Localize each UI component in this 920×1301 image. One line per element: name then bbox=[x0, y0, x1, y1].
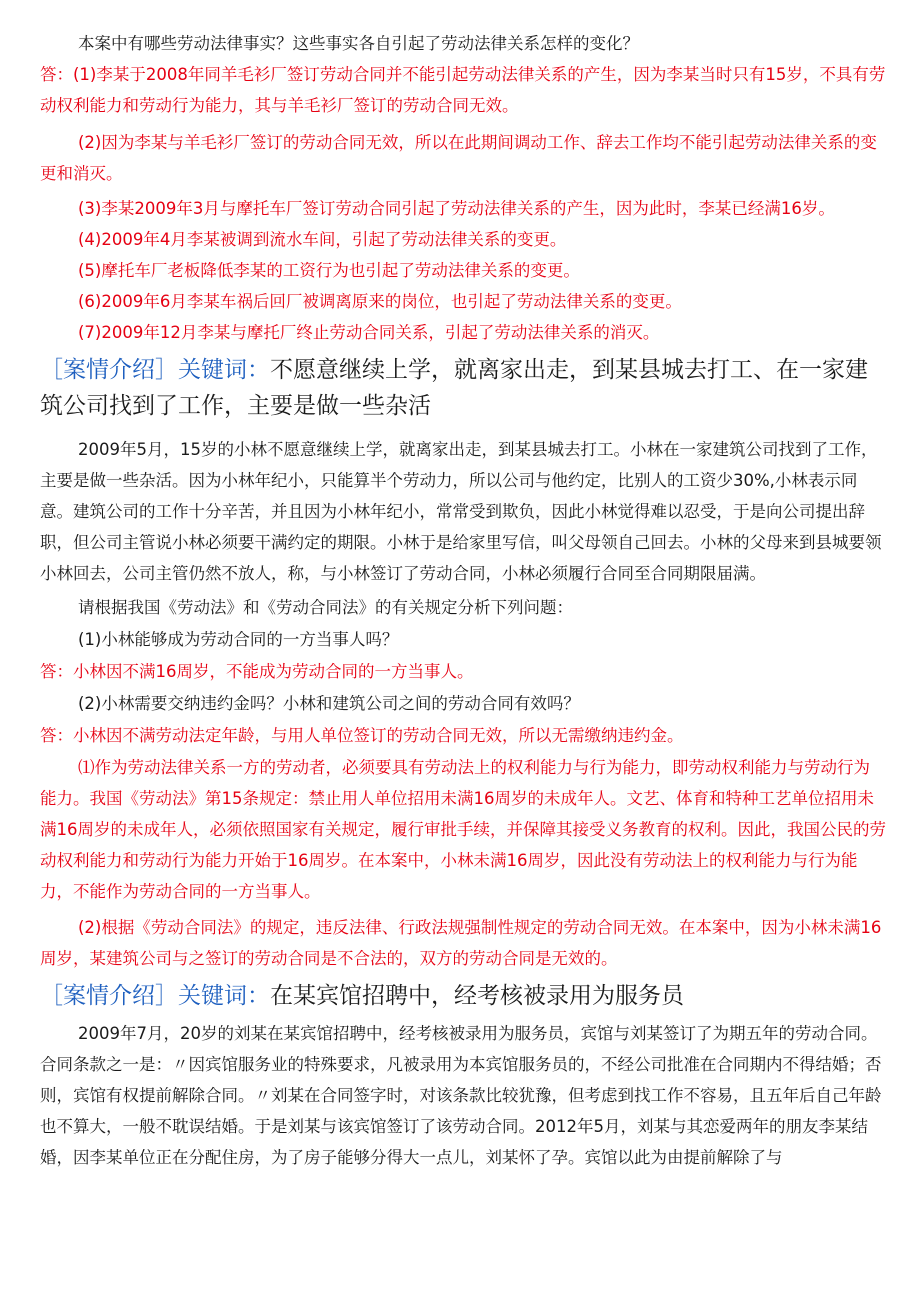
keyword-text: 在某宾馆招聘中，经考核被录用为服务员 bbox=[270, 983, 684, 1009]
case2-question-2: (2)小林需要交纳违约金吗？小林和建筑公司之间的劳动合同有效吗？ bbox=[78, 694, 580, 713]
answer-item-2: (2)因为李某与羊毛衫厂签订的劳动合同无效，所以在此期间调动工作、辞去工作均不能引起劳动法律关系的变更和消灭。 bbox=[40, 133, 877, 183]
case2-prompt: 请根据我国《劳动法》和《劳动合同法》的有关规定分析下列问题： bbox=[78, 598, 573, 617]
keyword-text: 不愿意继续上学，就离家出走，到某县城去打工、在一家建筑公司找到了工作，主要是做一些杂活 bbox=[40, 357, 868, 419]
case2-analysis-2: (2)根据《劳动合同法》的规定，违反法律、行政法规强制性规定的劳动合同无效。在本案中，因为小林未满16周岁，某建筑公司与之签订的劳动合同是不合法的，双方的劳动合同是无效的。 bbox=[40, 918, 882, 968]
case-tag: ［案情介绍］ bbox=[40, 357, 178, 383]
case2-answer-2: 答：小林因不满劳动法定年龄，与用人单位签订的劳动合同无效，所以无需缴纳违约金。 bbox=[40, 726, 684, 745]
case2-question-1: (1)小林能够成为劳动合同的一方当事人吗？ bbox=[78, 630, 399, 649]
case2-analysis-1: ⑴作为劳动法律关系一方的劳动者，必须要具有劳动法上的权利能力与行为能力，即劳动权利能力与劳动行为能力。我国《劳动法》第15条规定：禁止用人单位招用未满16周岁的未成年人。文艺、体育和特种工艺单位招用未满16周岁的未成年人，必须依照国家有关规定，履行审批手续，并保障其接受义务教育的权利。因此，我国公民的劳动权利能力和劳动行为能力开始于16周岁。在本案中，小林未满16周岁，因此没有劳动法上的权利能力与行为能力，不能作为劳动合同的一方当事人。 bbox=[40, 758, 886, 901]
case-heading-1 bbox=[40, 352, 886, 424]
keyword-label: 关键词： bbox=[178, 983, 270, 1009]
answer-item-6: (6)2009年6月李某车祸后回厂被调离原来的岗位，也引起了劳动法律关系的变更。 bbox=[78, 292, 682, 311]
case2-body: 2009年5月，15岁的小林不愿意继续上学，就离家出走，到某县城去打工。小林在一家建筑公司找到了工作，主要是做一些杂活。因为小林年纪小，只能算半个劳动力，所以公司与他约定，比别人的工资少30%,小林表示同意。建筑公司的工作十分辛苦，并且因为小林年纪小，常常受到欺负，因此小林觉得难以忍受，于是向公司提出辞职，但公司主管说小林必须要干满约定的期限。小林于是给家里写信，叫父母领自己回去。小林的父母来到县城要领小林回去，公司主管仍然不放人，称，与小林签订了劳动合同，小林必须履行合同至合同期限届满。 bbox=[40, 440, 882, 583]
keyword-label: 关键词： bbox=[178, 357, 270, 383]
answer-item-5: (5)摩托车厂老板降低李某的工资行为也引起了劳动法律关系的变更。 bbox=[78, 261, 580, 280]
answer-item-3: (3)李某2009年3月与摩托车厂签订劳动合同引起了劳动法律关系的产生，因为此时，李某已经满16岁。 bbox=[78, 199, 835, 218]
case-heading-2 bbox=[40, 978, 886, 1014]
answer-item-1: 答：(1)李某于2008年同羊毛衫厂签订劳动合同并不能引起劳动法律关系的产生，因为李某当时只有15岁，不具有劳动权利能力和劳动行为能力，其与羊毛衫厂签订的劳动合同无效。 bbox=[40, 65, 886, 115]
answer-item-7: (7)2009年12月李某与摩托厂终止劳动合同关系，引起了劳动法律关系的消灭。 bbox=[78, 323, 660, 342]
case3-body: 2009年7月，20岁的刘某在某宾馆招聘中，经考核被录用为服务员，宾馆与刘某签订了为期五年的劳动合同。合同条款之一是：〃因宾馆服务业的特殊要求，凡被录用为本宾馆服务员的，不经公司批准在合同期内不得结婚；否则，宾馆有权提前解除合同。〃刘某在合同签字时，对该条款比较犹豫，但考虑到找工作不容易，且五年后自己年龄也不算大，一般不耽误结婚。于是刘某与该宾馆签订了该劳动合同。2012年5月，刘某与其恋爱两年的朋友李某结婚，因李某单位正在分配住房，为了房子能够分得大一点儿，刘某怀了孕。宾馆以此为由提前解除了与 bbox=[40, 1024, 882, 1167]
case-tag: ［案情介绍］ bbox=[40, 983, 178, 1009]
section1-question: 本案中有哪些劳动法律事实？这些事实各自引起了劳动法律关系怎样的变化？ bbox=[78, 34, 639, 53]
answer-item-4: (4)2009年4月李某被调到流水车间，引起了劳动法律关系的变更。 bbox=[78, 230, 567, 249]
case2-answer-1: 答：小林因不满16周岁，不能成为劳动合同的一方当事人。 bbox=[40, 662, 474, 681]
